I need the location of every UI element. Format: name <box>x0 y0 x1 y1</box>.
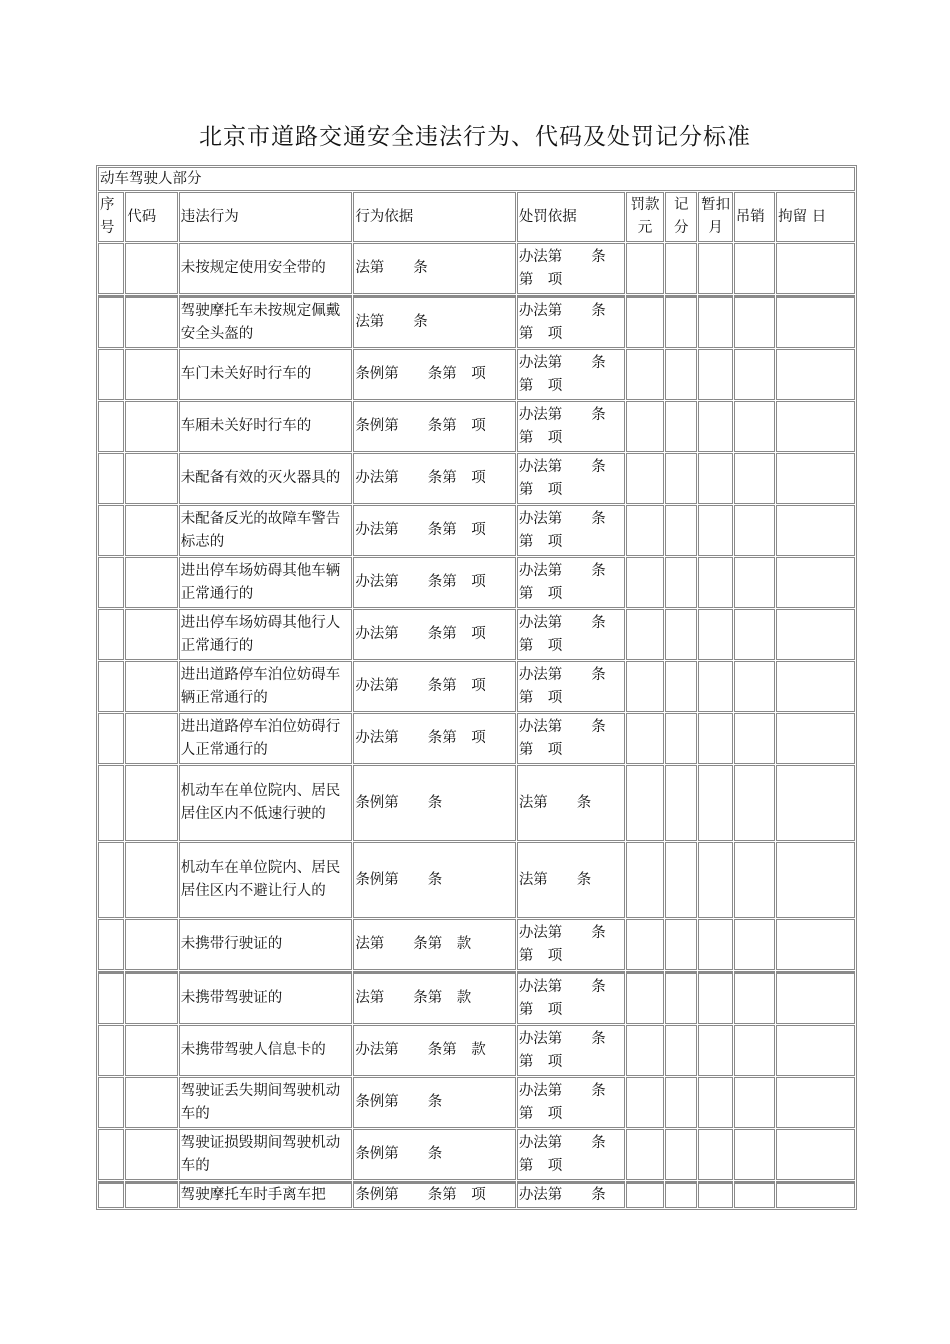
penalty-basis-cell: 办法第 条 第 项 <box>517 243 625 294</box>
penalty-basis-cell: 办法第 条 第 项 <box>517 401 625 452</box>
table-row <box>98 505 855 556</box>
revoke-cell <box>734 765 775 841</box>
penalty-basis-cell: 办法第 条 第 项 <box>517 453 625 504</box>
fine-cell <box>626 661 664 712</box>
seq-cell <box>98 243 124 294</box>
fine-cell <box>626 557 664 608</box>
code-cell <box>125 349 177 400</box>
basis-cell: 条例第 条第 项 <box>353 401 516 452</box>
revoke-cell <box>734 919 775 970</box>
suspend-cell <box>698 505 732 556</box>
points-cell <box>665 842 697 918</box>
basis-cell: 办法第 条第 项 <box>353 505 516 556</box>
basis-cell: 法第 条 <box>353 243 516 294</box>
code-cell <box>125 713 177 764</box>
points-cell <box>665 1181 697 1208</box>
points-cell <box>665 1129 697 1180</box>
suspend-cell <box>698 453 732 504</box>
revoke-cell <box>734 1077 775 1128</box>
code-cell <box>125 1181 177 1208</box>
suspend-cell <box>698 919 732 970</box>
table-row <box>98 661 855 712</box>
detain-cell <box>776 765 855 841</box>
detain-cell <box>776 243 855 294</box>
header-detain: 拘留 日 <box>776 192 855 242</box>
detain-cell <box>776 1025 855 1076</box>
revoke-cell <box>734 349 775 400</box>
section-row <box>98 167 855 191</box>
violation-cell: 驾驶证丢失期间驾驶机动车的 <box>179 1077 353 1128</box>
points-cell <box>665 919 697 970</box>
seq-cell <box>98 557 124 608</box>
basis-cell: 条例第 条第 项 <box>353 1181 516 1208</box>
fine-cell <box>626 1077 664 1128</box>
revoke-cell <box>734 401 775 452</box>
header-seq: 序 号 <box>98 192 124 242</box>
fine-cell <box>626 919 664 970</box>
suspend-cell <box>698 1025 732 1076</box>
basis-cell: 办法第 条第 项 <box>353 557 516 608</box>
violation-cell: 进出道路停车泊位妨碍行人正常通行的 <box>179 713 353 764</box>
table-row <box>98 453 855 504</box>
seq-cell <box>98 453 124 504</box>
document-title: 北京市道路交通安全违法行为、代码及处罚记分标准 <box>199 124 751 150</box>
detain-cell <box>776 919 855 970</box>
table-row <box>98 295 855 348</box>
seq-cell <box>98 971 124 1024</box>
revoke-cell <box>734 661 775 712</box>
penalty-basis-cell: 办法第 条 第 项 <box>517 1129 625 1180</box>
revoke-cell <box>734 505 775 556</box>
code-cell <box>125 243 177 294</box>
points-cell <box>665 713 697 764</box>
violation-table <box>96 165 857 1210</box>
penalty-basis-cell: 办法第 条 第 项 <box>517 557 625 608</box>
seq-cell <box>98 842 124 918</box>
detain-cell <box>776 557 855 608</box>
seq-cell <box>98 505 124 556</box>
basis-cell: 条例第 条 <box>353 765 516 841</box>
fine-cell <box>626 1181 664 1208</box>
fine-cell <box>626 295 664 348</box>
fine-cell <box>626 713 664 764</box>
seq-cell <box>98 1181 124 1208</box>
code-cell <box>125 401 177 452</box>
fine-cell <box>626 842 664 918</box>
points-cell <box>665 1077 697 1128</box>
violation-cell: 机动车在单位院内、居民居住区内不避让行人的 <box>179 842 353 918</box>
code-cell <box>125 765 177 841</box>
fine-cell <box>626 1129 664 1180</box>
basis-cell: 办法第 条第 项 <box>353 453 516 504</box>
fine-cell <box>626 401 664 452</box>
points-cell <box>665 349 697 400</box>
violation-cell: 未配备有效的灭火器具的 <box>179 453 353 504</box>
seq-cell <box>98 295 124 348</box>
fine-cell <box>626 505 664 556</box>
detain-cell <box>776 1181 855 1208</box>
suspend-cell <box>698 401 732 452</box>
code-cell <box>125 295 177 348</box>
suspend-cell <box>698 1181 732 1208</box>
detain-cell <box>776 1129 855 1180</box>
points-cell <box>665 243 697 294</box>
code-cell <box>125 919 177 970</box>
fine-cell <box>626 971 664 1024</box>
detain-cell <box>776 295 855 348</box>
header-fine: 罚款 元 <box>626 192 664 242</box>
header-suspend: 暂扣 月 <box>698 192 732 242</box>
penalty-basis-cell: 办法第 条 第 项 <box>517 1077 625 1128</box>
revoke-cell <box>734 609 775 660</box>
table-row <box>98 1129 855 1180</box>
detain-cell <box>776 401 855 452</box>
section-title: 动车驾驶人部分 <box>98 167 855 191</box>
detain-cell <box>776 453 855 504</box>
basis-cell: 法第 条第 款 <box>353 971 516 1024</box>
revoke-cell <box>734 1025 775 1076</box>
revoke-cell <box>734 557 775 608</box>
violation-cell: 未配备反光的故障车警告标志的 <box>179 505 353 556</box>
code-cell <box>125 971 177 1024</box>
suspend-cell <box>698 1077 732 1128</box>
code-cell <box>125 661 177 712</box>
basis-cell: 条例第 条 <box>353 1077 516 1128</box>
table-row <box>98 765 855 841</box>
detain-cell <box>776 349 855 400</box>
suspend-cell <box>698 842 732 918</box>
table-row <box>98 1077 855 1128</box>
violation-cell: 车门未关好时行车的 <box>179 349 353 400</box>
basis-cell: 办法第 条第 项 <box>353 609 516 660</box>
suspend-cell <box>698 971 732 1024</box>
points-cell <box>665 765 697 841</box>
points-cell <box>665 1025 697 1076</box>
penalty-basis-cell: 办法第 条 第 项 <box>517 1025 625 1076</box>
penalty-basis-cell: 办法第 条 <box>517 1181 625 1208</box>
suspend-cell <box>698 661 732 712</box>
points-cell <box>665 661 697 712</box>
penalty-basis-cell: 法第 条 <box>517 842 625 918</box>
code-cell <box>125 1025 177 1076</box>
seq-cell <box>98 401 124 452</box>
basis-cell: 条例第 条 <box>353 1129 516 1180</box>
fine-cell <box>626 349 664 400</box>
points-cell <box>665 609 697 660</box>
points-cell <box>665 557 697 608</box>
detain-cell <box>776 971 855 1024</box>
suspend-cell <box>698 713 732 764</box>
code-cell <box>125 505 177 556</box>
basis-cell: 办法第 条第 项 <box>353 661 516 712</box>
seq-cell <box>98 765 124 841</box>
penalty-basis-cell: 办法第 条 第 项 <box>517 713 625 764</box>
table-row <box>98 1181 855 1208</box>
table-row <box>98 557 855 608</box>
table-row <box>98 971 855 1024</box>
penalty-basis-cell: 办法第 条 第 项 <box>517 919 625 970</box>
basis-cell: 法第 条 <box>353 295 516 348</box>
detain-cell <box>776 505 855 556</box>
code-cell <box>125 557 177 608</box>
basis-cell: 办法第 条第 项 <box>353 713 516 764</box>
violation-cell: 未携带驾驶证的 <box>179 971 353 1024</box>
penalty-basis-cell: 办法第 条 第 项 <box>517 349 625 400</box>
penalty-basis-cell: 办法第 条 第 项 <box>517 971 625 1024</box>
suspend-cell <box>698 243 732 294</box>
header-row <box>98 192 855 242</box>
seq-cell <box>98 609 124 660</box>
penalty-basis-cell: 法第 条 <box>517 765 625 841</box>
header-penalty-basis: 处罚依据 <box>517 192 625 242</box>
fine-cell <box>626 243 664 294</box>
basis-cell: 办法第 条第 款 <box>353 1025 516 1076</box>
table-row <box>98 842 855 918</box>
violation-cell: 机动车在单位院内、居民居住区内不低速行驶的 <box>179 765 353 841</box>
detain-cell <box>776 661 855 712</box>
points-cell <box>665 295 697 348</box>
fine-cell <box>626 609 664 660</box>
revoke-cell <box>734 243 775 294</box>
table-row <box>98 609 855 660</box>
header-basis: 行为依据 <box>353 192 516 242</box>
revoke-cell <box>734 713 775 764</box>
detain-cell <box>776 1077 855 1128</box>
violation-cell: 驾驶摩托车未按规定佩戴安全头盔的 <box>179 295 353 348</box>
detain-cell <box>776 713 855 764</box>
penalty-basis-cell: 办法第 条 第 项 <box>517 505 625 556</box>
penalty-basis-cell: 办法第 条 第 项 <box>517 609 625 660</box>
suspend-cell <box>698 765 732 841</box>
suspend-cell <box>698 295 732 348</box>
fine-cell <box>626 1025 664 1076</box>
revoke-cell <box>734 453 775 504</box>
seq-cell <box>98 1077 124 1128</box>
violation-cell: 进出停车场妨碍其他行人正常通行的 <box>179 609 353 660</box>
code-cell <box>125 1129 177 1180</box>
fine-cell <box>626 453 664 504</box>
violation-cell: 未携带行驶证的 <box>179 919 353 970</box>
suspend-cell <box>698 1129 732 1180</box>
violation-cell: 驾驶摩托车时手离车把 <box>179 1181 353 1208</box>
points-cell <box>665 971 697 1024</box>
revoke-cell <box>734 1181 775 1208</box>
header-code: 代码 <box>125 192 177 242</box>
code-cell <box>125 1077 177 1128</box>
suspend-cell <box>698 557 732 608</box>
basis-cell: 法第 条第 款 <box>353 919 516 970</box>
table-row <box>98 1025 855 1076</box>
code-cell <box>125 609 177 660</box>
violation-cell: 未按规定使用安全带的 <box>179 243 353 294</box>
header-revoke: 吊销 <box>734 192 775 242</box>
table-row <box>98 401 855 452</box>
seq-cell <box>98 919 124 970</box>
seq-cell <box>98 713 124 764</box>
seq-cell <box>98 1129 124 1180</box>
revoke-cell <box>734 971 775 1024</box>
violation-cell: 驾驶证损毁期间驾驶机动车的 <box>179 1129 353 1180</box>
violation-cell: 进出道路停车泊位妨碍车辆正常通行的 <box>179 661 353 712</box>
table-row <box>98 243 855 294</box>
detain-cell <box>776 842 855 918</box>
seq-cell <box>98 349 124 400</box>
revoke-cell <box>734 295 775 348</box>
table-row <box>98 713 855 764</box>
points-cell <box>665 453 697 504</box>
violation-cell: 进出停车场妨碍其他车辆正常通行的 <box>179 557 353 608</box>
basis-cell: 条例第 条第 项 <box>353 349 516 400</box>
code-cell <box>125 453 177 504</box>
points-cell <box>665 401 697 452</box>
seq-cell <box>98 661 124 712</box>
basis-cell: 条例第 条 <box>353 842 516 918</box>
revoke-cell <box>734 1129 775 1180</box>
seq-cell <box>98 1025 124 1076</box>
revoke-cell <box>734 842 775 918</box>
code-cell <box>125 842 177 918</box>
detain-cell <box>776 609 855 660</box>
fine-cell <box>626 765 664 841</box>
table-row <box>98 349 855 400</box>
table-row <box>98 919 855 970</box>
header-points: 记 分 <box>665 192 697 242</box>
penalty-basis-cell: 办法第 条 第 项 <box>517 661 625 712</box>
header-violation: 违法行为 <box>179 192 353 242</box>
points-cell <box>665 505 697 556</box>
suspend-cell <box>698 349 732 400</box>
violation-cell: 车厢未关好时行车的 <box>179 401 353 452</box>
suspend-cell <box>698 609 732 660</box>
violation-cell: 未携带驾驶人信息卡的 <box>179 1025 353 1076</box>
penalty-basis-cell: 办法第 条 第 项 <box>517 295 625 348</box>
